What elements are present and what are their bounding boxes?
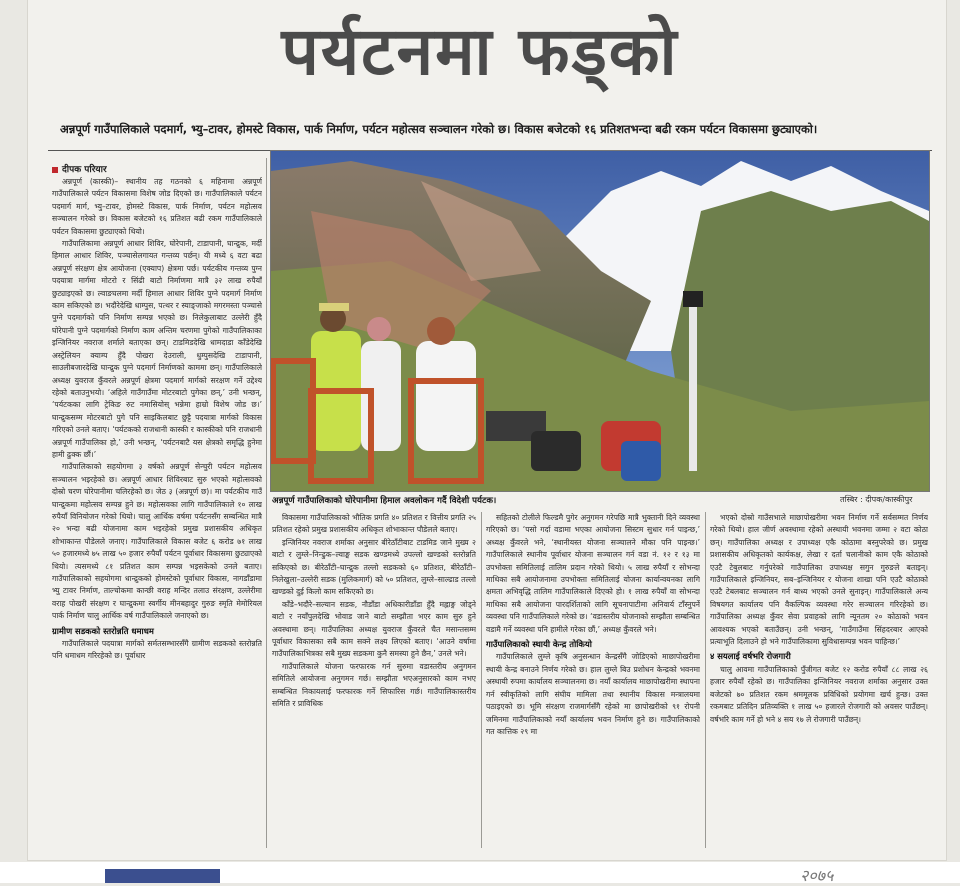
col1-paragraph-3: गाउँपालिकाको सहयोगमा ३ वर्षको अन्नपूर्ण सेन्चुरी पर्यटन महोत्सव सञ्चालन भइरहेको छ। अन्नपूर्ण आधार शिविरबाट सुरु भएको महोत्सवको दोस्रो चरण घोरेपानीमा चलिरहेको छ। जेठ ३ (अन्नपूर्ण छ)। मा पर्यटकीय गाउँ घान्द्रुकमा महोत्सव सम्पन्न हुने छ। महोत्सवका लागि गाउँपालिकाले १० लाख रुपैयाँ विनियोजन गरेको थियो। चालु आर्थिक वर्षमा पर्यटनसँग सम्बन्धित मात्रै २० भन्दा बढी योजनामा काम भइरहेको प्रमुख प्रशासकीय अधिकृत शोभाकान्त पौडेलले जनाए। गाउँपालिकाले विकास बजेट ६ करोड ७१ लाख ५० हजारमध्ये ७५ लाख ५० हजार रुपैयाँ पर्यटन पूर्वाधार विकासमा छुट्याएको थियो। त्यसमध्ये ८१ प्रतिशत काम सम्पन्न भइसकेको उनले बताए। गाउँपालिकाको सहयोगमा धान्द्रुकको होमस्टेको पूर्वाधार विकास, नागडाँडामा भ्यु टावर निर्माण, ताल्चोकमा कान्छी वराह मन्दिर तलाउ संरक्षण, उल्लेरीमा वराह पोखरी संरक्षण र घान्द्रुकमा स्वर्गीय मीनबहादुर गुरुङ स्मृति मेमोरियल पार्क निर्माण चालु आर्थिक वर्ष गाउँपालिकाले जनाएको छ।: [52, 462, 262, 621]
col1-paragraph-2: गाउँपालिकामा अन्नपूर्ण आधार शिविर, घोरेपानी, टाडापानी, घान्द्रुक, मर्दी हिमाल आधार शिविर, पञ्चासेलगायत गन्तव्य पर्छन्। यी मध्ये ६ वटा बढा अन्नपूर्ण संरक्षण क्षेत्र आयोजना (एक्याप) क्षेत्रमा पर्छ। पर्यटकीय गन्तव्य पुग्न पदयात्रा मार्गमा मोटरो र सिंढी बाटो निर्माणमा मात्रै ३२ लाख रुपैयाँ छुट्याइएको छ। ल्वाङघलमा मर्दी हिमाल आधार शिविर पुग्ने पदमार्ग निर्माण काम सकिएको छ। भदौरेदेखि धाम्पुस, पत्थर र स्याङ्जाको मगरमस्ता पञ्चासे पुग्ने पदमार्गको पनि निर्माण सम्पन्न भएको छ। निलेकुलाबाट उल्लेरी हुँदै घोरेपानी पुग्ने पदमार्गको निर्माण काम अन्तिम चरणमा पुगेको गाउँपालिकाका इन्जिनियर नवराज शर्माले बताएका छन्। टाडमिडदेखि धामदाडा काँडेदेखि अस्ट्रेलियन क्याम्प हुँदै पोखरा देउराली, धुम्पुसदेखि टाडापानी, साउलीबजारदेखि घान्द्रुक पुग्ने पदमार्ग निर्माणको काममा छन्। गाउँपालिकाले अध्यक्ष युवराज कुँवरले अन्नपूर्ण क्षेत्रमा पदमार्ग मार्गको सरक्षण गर्ने उद्देश्य रहेको बताउनुभयो। ‘अहिले गाउँगाउँमा मोटरबाटो पुगेका छन्,’ उनी भन्छन्, ‘पर्यटकका लागि ट्रेकिङ रुट नमासियोस् भन्नेमा हाम्रो विशेष जोड छ।’ घान्द्रुकसम्म मोटरबाटो पुगे पनि साइकिलबाट छुट्टै पदयात्रा मार्गको विकास गरिएको उनले बताए। ‘पर्यटकको राजधानी कास्की र कास्कीको पनि राजधानी अन्नपूर्ण गाउँपालिका हो,’ उनी भन्छन्, ‘पर्यटनबाटै यस क्षेत्रको समृद्धि हुनेमा हामी ढुक्क छौं।’: [52, 239, 262, 459]
col1-subheading: ग्रामीण सडकको स्तरोन्नति धमाधम: [52, 625, 154, 636]
column-4: [710, 512, 928, 842]
photo-caption: अन्नपूर्ण गाउँपालिकाको घोरेपानीमा हिमाल अवलोकन गर्दै विदेशी पर्यटक।: [272, 496, 497, 506]
byline-author: दीपक परियार: [62, 165, 107, 175]
col2-paragraph-4: गाउँपालिकाले योजना फरफारक गर्न सुरुमा वडास्तरीय अनुगमन समितिले आयोजना अनुगमन गर्छ। सम्झौता भएअनुसारको काम नभए सम्बन्धित निकायलाई फरफारक गर्ने सिफारिस गर्छ। गाउँपालिकास्तरीय समिति र प्राविधिक: [272, 661, 476, 709]
byline: [52, 162, 107, 175]
col2-paragraph-3: काँडे–भदौरे–सल्यान सडक, नौडाँडा अधिकारीडाँडा हुँदै मह्लाङ्ग जोड्ने बाटो र नयाँपुलदेखि भोवाड जाने बाटो सम्झौता भएर काम सुरु हुने अवस्थामा छन्। गाउँपालिका अध्यक्ष युवराज कुँवरले चैत मसान्तसम्म पूर्वाधार विकासका सबै काम सक्ने लक्ष्य लिएको बताए। ‘आउने वर्षामा गाउँपालिकाभित्रका सबै मुख्य सडकमा कुनै समस्या हुने छैन,’ उनले भने।: [272, 599, 476, 659]
footer-date: २०७५: [800, 866, 834, 885]
footer-strip: [0, 862, 960, 883]
col2-paragraph-1: विकासमा गाउँपालिकाको भौतिक प्रगति ४० प्रतिशत र वित्तीय प्रगति २५ प्रतिशत रहेको प्रमुख प्रशासकीय अधिकृत शोभाकान्त पौडेलले बताए।: [272, 513, 476, 535]
column-3: [486, 512, 700, 842]
col3-subheading: गाउँपालिकाको स्थायी केन्द्र तोकियो: [486, 639, 592, 650]
col3-paragraph-1: सहितको टोलीले फिल्डमै पुगेर अनुगमन गरेपछि मात्रै भुक्तानी दिने व्यवस्था गरिएको छ। ‘पसो गर्दा वडामा भएका आयोजना सिस्टम सुधार गर्न पाइन्छ,’ अध्यक्ष कुँवरले भने, ‘स्थानीयस्त योजना सञ्चालने मौका पनि पाइन्छ।’ गाउँपालिकाले स्थानीय पूर्वाधार योजना सञ्चालन गर्न वडा नं. १२ र १३ मा उपभोक्ता समितिलाई तालिम प्रदान गरेको थियो। ५ लाख रुपैयाँ र सोभन्दा माथिका सबै आयोजनामा उपभोक्ता समितिलाई योजना कार्यान्वयनका लागि क्षमता अभिवृद्धि तालिम गाउँपालिकाले दिएको हो। १ लाख रुपैयाँ वा सोभन्दा माथिका सबै आयोजना पारदर्शिताको लागि सूचनापाटीमा अनिवार्य टाँस्नुपर्ने व्यवस्था पनि गाउँपालिकाले गरेको छ। ‘वडास्तरीय योजनाको सम्झौता सम्बन्धित वडामै गर्ने व्यवस्था पनि हामीले गरेका छौं,’ अध्यक्ष कुँवरले भने।: [486, 513, 700, 634]
col4-subheading: ४ सयलाई वर्षभरि रोजगारी: [710, 651, 791, 662]
column-1: [52, 176, 262, 846]
column-divider-2: [481, 512, 482, 848]
col3-paragraph-2: गाउँपालिकाले लुम्ले कृषि अनुसन्धान केन्द्रसँगै जोडिएको माछापोखरीमा स्थायी केन्द्र बनाउने निर्णय गरेको छ। हाल लुम्ले बिउ प्रशोधन केन्द्रको भवनमा अस्थायी रुपमा कार्यालय सञ्चालनमा छ। नयाँ कार्यालय माछापोखरीमा स्थापना गर्न स्वीकृतिको लागि संघीय मामिला तथा स्थानीय विकास मन्त्रालयमा पठाइएको छ। भूमि संरक्षण राजमार्गसँगै रहेको मा छापोखरीको ९१ रोपनी जमिनमा गाउँपालिकाको नयाँ कार्यालय भवन निर्माण हुने छ। गाउँपालिकाको गत कात्तिक २९ मा: [486, 652, 700, 736]
bullet-square-icon: [52, 167, 58, 173]
column-divider-1: [266, 158, 267, 848]
column-2: [272, 512, 476, 842]
col2-paragraph-2: इन्जिनियर नवराज शर्माका अनुसार बीरेठाँटीबाट टाडमिड जाने मुख्य २ बाटो र लुम्ले–निन्ढुक–ल्वाङ्घ सडक खण्डमध्ये उपल्लो खण्डको स्तरोन्नति सकिएको छ। बीरेठाँटी–घान्द्रुक तल्लो सडकको ६० प्रतिशत, बीरेठाँटी–निलेखुला–उल्लेरी सडक (मुलिकमार्ग) को ५० प्रतिशत, लुम्ले–साल्ढाड तल्लो खण्डको दुई किलो काम सकिएको छ।: [272, 537, 476, 597]
col4-paragraph-1: भएको दोस्रो गाउँसभाले माछापोखरीमा भवन निर्माण गर्ने सर्वसम्मत निर्णय गरेको थियो। हाल जीर्ण अवस्थामा रहेको अस्थायी भवनमा जम्मा २ वटा कोठा छन्। गाउँपालिका अध्यक्ष र उपाध्यक्ष एकै कोठामा बस्नुपरेको छ। प्रमुख प्रशासकीय अधिकृतको कार्यकक्ष, लेखा र दर्ता चलानीको काम एकै कोठाको एउटै टेबुलबाट गर्नुपरेको गाउँपालिका उपाध्यक्ष सगुन गुरुङले बताइन्। गाउँपालिकाले इन्जिनियर, सब–इन्जिनियर र योजना शाखा पनि एउटै कोठाको एउटै टेबलबाट सञ्चालन गर्न बाध्य भएको उनले सुनाइन्। गाउँपालिकाले अन्य विषयगत कार्यालय पनि वैकल्पिक व्यवस्था गरेर सञ्चालन गरिरहेको छ। गाउँपालिका अध्यक्ष कुँवर सेवा प्रवाहको लागि न्यूनतम २० कोठाको भवन आवश्यक भएको बताउँछन्। उनी भन्छन्, ‘गाउँगाउँमा सिंहदरबार आएको प्रत्याभूति दिलाउने हो भने गाउँपालिकामा सुविधासम्पन्न भवन चाहिन्छ।’: [710, 513, 928, 647]
footer-blue-bar: [105, 869, 220, 883]
col1-paragraph-4: गाउँपालिकाले पदयात्रा मार्गको सर्मतसम्भारसँगै ग्रामीण सडकको स्तरोन्नति पनि धमाधम गरिरहेको छ। पूर्वाधार: [52, 639, 262, 661]
photo-credit: तस्बिर : दीपक/कास्कीपुर: [840, 495, 913, 504]
column-divider-3: [705, 512, 706, 848]
mountain-photo: [270, 150, 930, 492]
col1-paragraph-1: अन्नपूर्ण (कास्की)– स्थानीय तह गठनको ६ महिनामा अन्नपूर्ण गाउँपालिकाले पर्यटन विकासमा विशेष जोड दिएको छ। गाउँपालिकाले पर्यटन पदमार्ग मार्ग, भ्यु–टावर, होमस्टे विकास, पार्क निर्माण, पर्यटन महोत्सव सञ्चालन गरेको छ। विकास बजेटको १६ प्रतिशत बढी रकम गाउँपालिकाले पर्यटन विकासमा छुट्याएको थियो।: [52, 177, 262, 236]
col4-paragraph-2: चालु आवमा गाउँपालिकाको पुँजीगत बजेट १२ करोड रुपैयाँ ८८ लाख २६ हजार रुपैयाँ रहेको छ। गाउँपालिका इन्जिनियर नवराज शर्माका अनुसार उक्त बजेटको ७० प्रतिशत रकम श्रममूलक प्रविधिको प्रयोगमा खर्च हुन्छ। उक्त रकमबाट प्रतिदिन प्रतिव्यक्ति १ लाख ५० हजारले रोजगारी को अवसर पाउँछन्। वर्षभरि काम गर्ने हो भने ४ सय १७ ले रोजगारी पाउँछन्।: [710, 664, 928, 724]
subheadline: अन्नपूर्ण गाउँपालिकाले पदमार्ग, भ्यु–टावर, होमस्टे विकास, पार्क निर्माण, पर्यटन महोत्सव सञ्चालन गरेको छ। विकास बजेटको १६ प्रतिशतभन्दा बढी रकम पर्यटन विकासमा छुट्याएको।: [60, 122, 818, 136]
headline: पर्यटनमा फड्को: [281, 13, 679, 90]
